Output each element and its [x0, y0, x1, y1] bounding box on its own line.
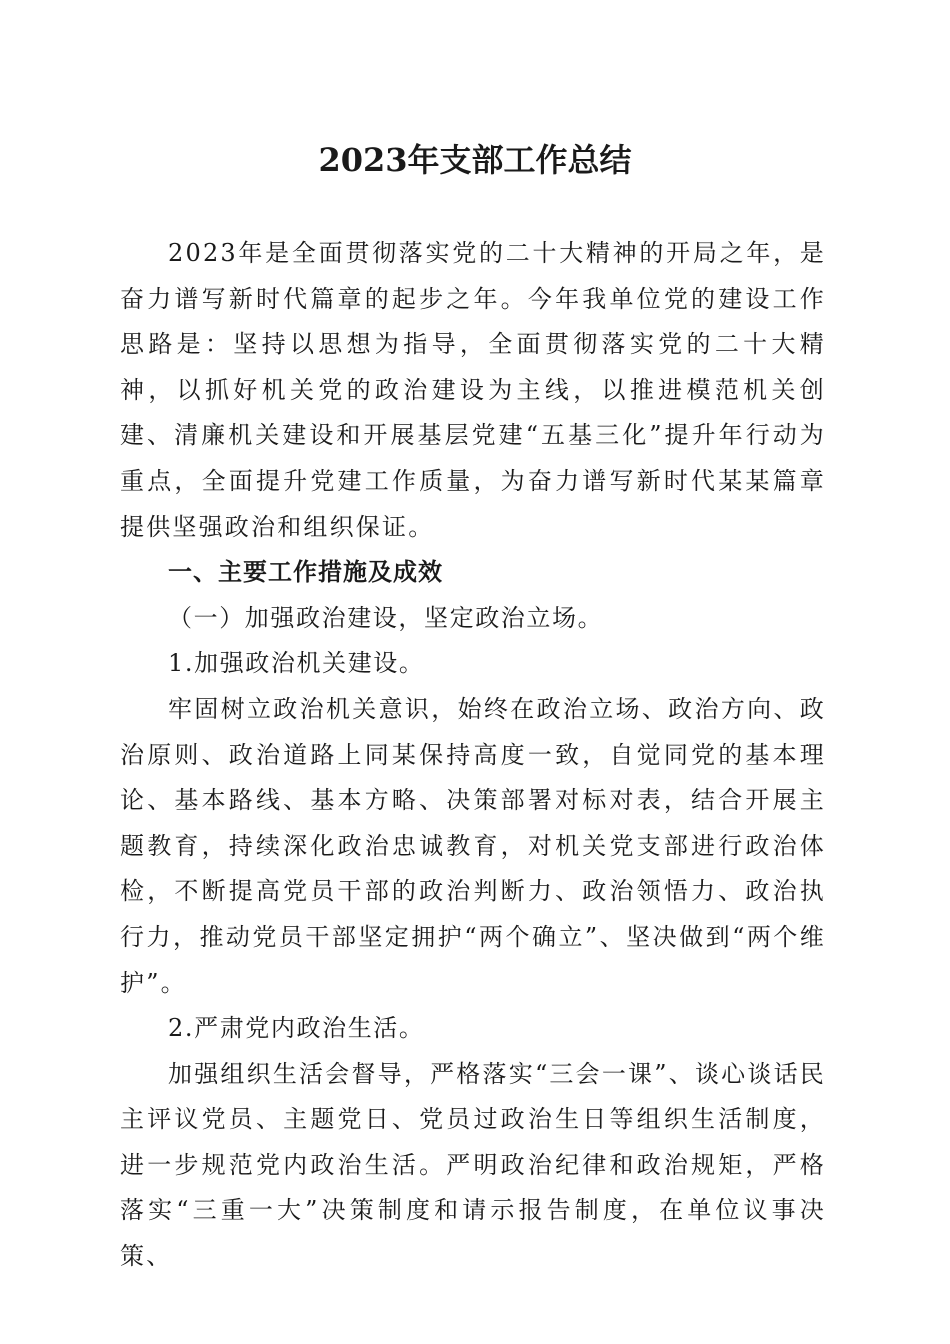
item-heading: 2.严肃党内政治生活。: [168, 1014, 425, 1043]
section-heading: 一、主要工作措施及成效: [168, 558, 443, 587]
item-heading: 1.加强政治机关建设。: [168, 649, 425, 678]
document-title: 2023年支部工作总结: [318, 141, 632, 179]
document-body: [120, 231, 826, 1280]
intro-paragraph: 2023年是全面贯彻落实党的二十大精神的开局之年，是奋力谱写新时代篇章的起步之年。今年我单位党的建设工作思路是：坚持以思想为指导，全面贯彻落实党的二十大精神，以抓好机关党的政治建设为主线，以推进模范机关创建、清廉机关建设和开展基层党建“五基三化”提升年行动为重点，全面提升党建工作质量，为奋力谱写新时代某某篇章提供坚强政治和组织保证。: [120, 239, 826, 541]
body-paragraph: 牢固树立政治机关意识，始终在政治立场、政治方向、政治原则、政治道路上同某保持高度一致，自觉同党的基本理论、基本路线、基本方略、决策部署对标对表，结合开展主题教育，持续深化政治忠诚教育，对机关党支部进行政治体检，不断提高党员干部的政治判断力、政治领悟力、政治执行力，推动党员干部坚定拥护“两个确立”、坚决做到“两个维护”。: [120, 694, 826, 997]
body-paragraph: 加强组织生活会督导，严格落实“三会一课”、谈心谈话民主评议党员、主题党日、党员过政治生日等组织生活制度，进一步规范党内政治生活。严明政治纪律和政治规矩，严格落实“三重一大”决策制度和请示报告制度，在单位议事决策、: [120, 1059, 826, 1271]
subsection-heading: （一）加强政治建设，坚定政治立场。: [168, 603, 604, 632]
